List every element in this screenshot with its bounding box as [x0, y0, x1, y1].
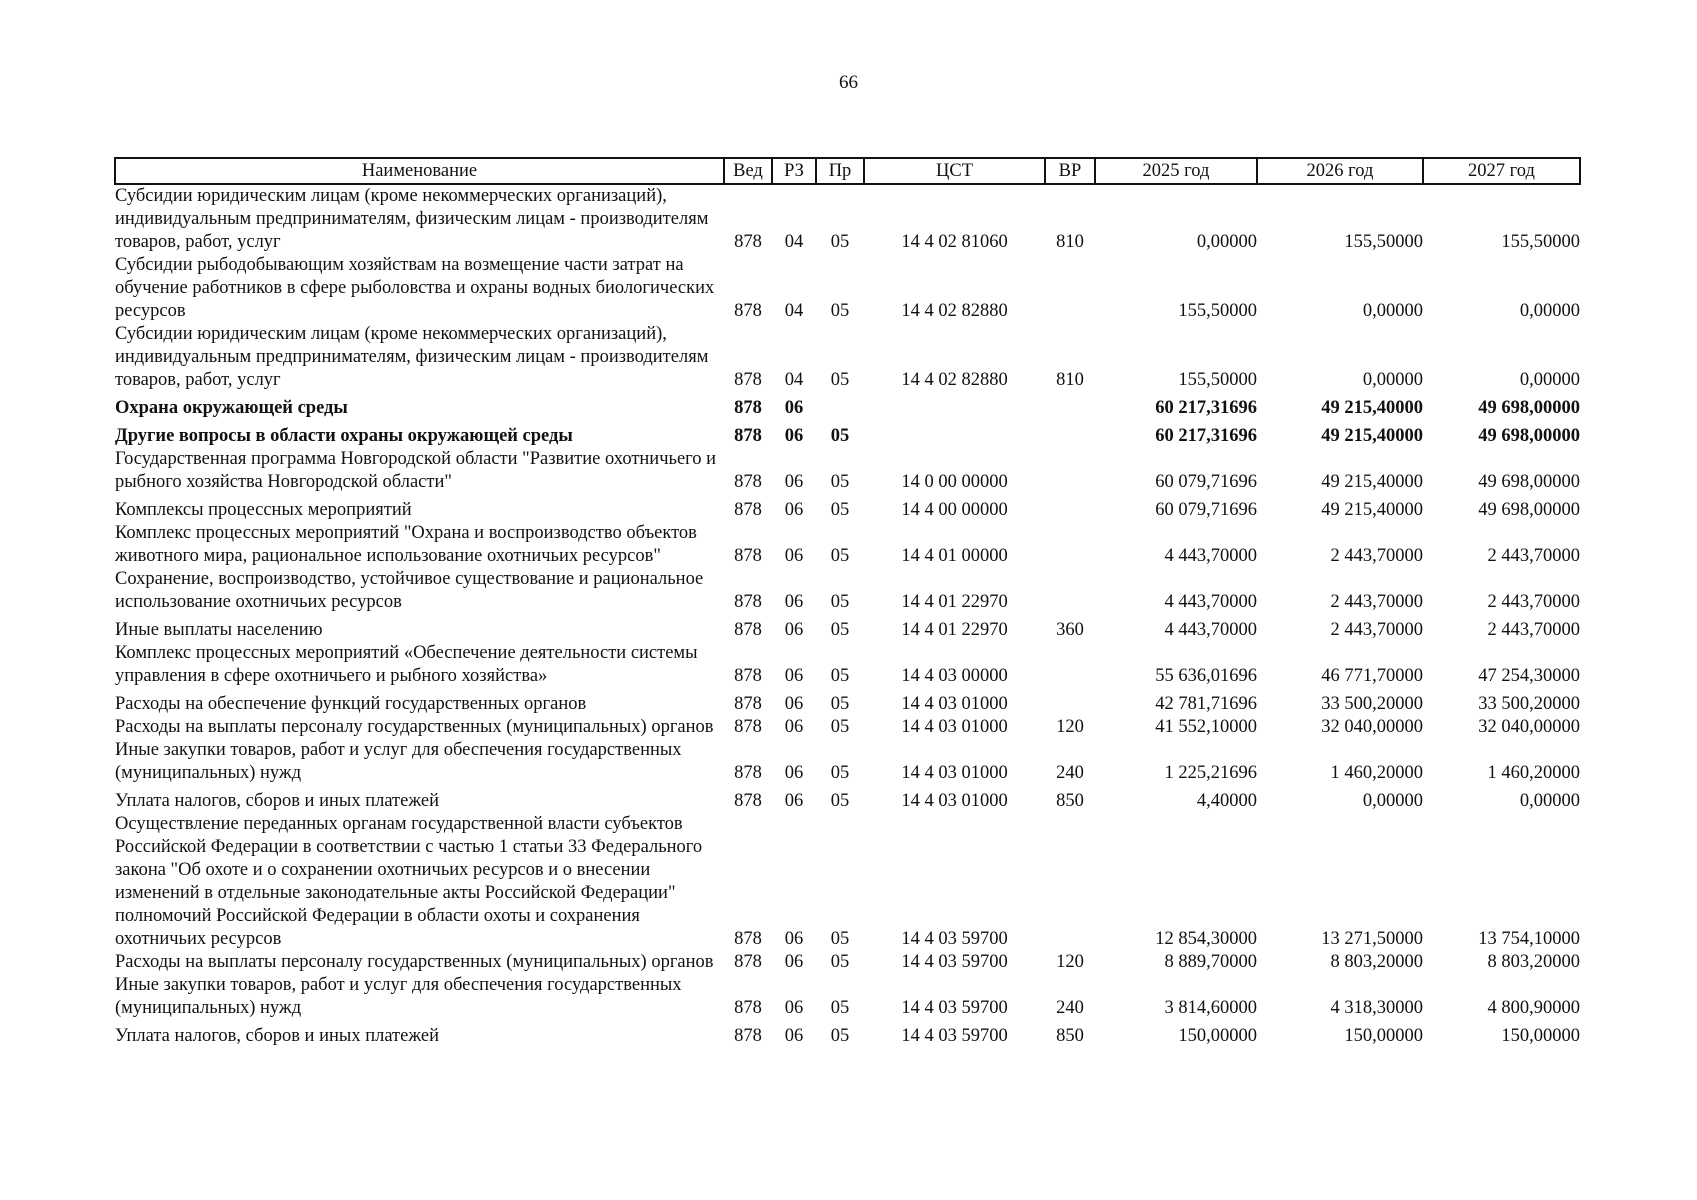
row-cst: 14 4 02 82880 — [901, 301, 1008, 321]
row-cst: 14 0 00 00000 — [901, 472, 1008, 492]
row-vr — [1045, 494, 1095, 522]
row-pr: 05 — [830, 472, 850, 492]
row-vr: 850 — [1056, 1026, 1084, 1046]
row-rz: 06 — [784, 592, 804, 612]
row-value-2027: 0,00000 — [1519, 370, 1580, 390]
header-2025: 2025 год — [1095, 158, 1257, 184]
row-ved: 878 — [734, 998, 762, 1018]
row-value-2027: 150,00000 — [1501, 1026, 1580, 1046]
row-cst: 14 4 03 01000 — [901, 791, 1008, 811]
row-vr — [1045, 254, 1095, 323]
table-row — [115, 642, 1580, 688]
row-value-2025: 150,00000 — [1178, 1026, 1257, 1046]
row-vr: 360 — [1056, 620, 1084, 640]
row-rz: 06 — [784, 952, 804, 972]
table-row — [115, 568, 1580, 614]
row-name: Сохранение, воспроизводство, устойчивое существование и рациональное использование охотничьих ресурсов — [115, 569, 704, 612]
table-row — [115, 420, 1580, 448]
row-value-2025: 42 781,71696 — [1155, 694, 1257, 714]
row-pr: 05 — [830, 620, 850, 640]
row-ved: 878 — [734, 929, 762, 949]
row-cst: 14 4 03 01000 — [901, 763, 1008, 783]
row-pr: 05 — [830, 763, 850, 783]
row-ved: 878 — [734, 952, 762, 972]
row-value-2025: 8 889,70000 — [1164, 952, 1257, 972]
header-rz: РЗ — [772, 158, 816, 184]
header-ved: Вед — [724, 158, 772, 184]
row-value-2027: 155,50000 — [1501, 232, 1580, 252]
row-pr: 05 — [830, 1026, 850, 1046]
row-ved: 878 — [734, 763, 762, 783]
row-name: Государственная программа Новгородской области "Развитие охотничьего и рыбного хозяйства Новгородской области" — [115, 449, 717, 492]
row-value-2025: 1 225,21696 — [1164, 763, 1257, 783]
row-value-2026: 49 215,40000 — [1321, 500, 1423, 520]
row-name: Комплекс процессных мероприятий "Охрана и воспроизводство объектов животного мира, рациональное использование охотничьих ресурсов" — [115, 523, 697, 566]
table-row — [115, 716, 1580, 739]
table-row — [115, 448, 1580, 494]
row-value-2027: 49 698,00000 — [1478, 472, 1580, 492]
row-cst: 14 4 03 01000 — [901, 694, 1008, 714]
row-value-2025: 55 636,01696 — [1155, 666, 1257, 686]
row-name: Комплексы процессных мероприятий — [115, 500, 412, 520]
row-ved: 878 — [734, 717, 762, 737]
row-rz: 06 — [784, 929, 804, 949]
row-value-2026: 2 443,70000 — [1330, 546, 1423, 566]
row-rz: 06 — [784, 500, 804, 520]
row-cst: 14 4 02 81060 — [901, 232, 1008, 252]
row-value-2027: 1 460,20000 — [1487, 763, 1580, 783]
row-cst: 14 4 03 59700 — [901, 998, 1008, 1018]
row-value-2027: 8 803,20000 — [1487, 952, 1580, 972]
row-ved: 878 — [734, 694, 762, 714]
row-rz: 06 — [784, 1026, 804, 1046]
table-row — [115, 494, 1580, 522]
row-vr — [1045, 522, 1095, 568]
row-value-2027: 32 040,00000 — [1478, 717, 1580, 737]
row-vr — [1045, 392, 1095, 420]
row-vr — [1045, 642, 1095, 688]
row-pr: 05 — [830, 500, 850, 520]
row-value-2025: 4 443,70000 — [1164, 546, 1257, 566]
table-row — [115, 739, 1580, 785]
header-name: Наименование — [115, 158, 724, 184]
table-row — [115, 951, 1580, 974]
row-vr: 120 — [1056, 952, 1084, 972]
table-body — [115, 184, 1580, 1048]
row-value-2027: 0,00000 — [1519, 791, 1580, 811]
row-value-2026: 0,00000 — [1362, 301, 1423, 321]
row-value-2025: 4,40000 — [1196, 791, 1257, 811]
row-value-2025: 3 814,60000 — [1164, 998, 1257, 1018]
row-cst: 14 4 01 22970 — [901, 620, 1008, 640]
header-pr: Пр — [816, 158, 864, 184]
row-value-2027: 47 254,30000 — [1478, 666, 1580, 686]
row-rz: 06 — [784, 791, 804, 811]
row-name: Охрана окружающей среды — [115, 398, 348, 418]
row-rz: 06 — [784, 694, 804, 714]
row-value-2025: 4 443,70000 — [1164, 620, 1257, 640]
row-name: Уплата налогов, сборов и иных платежей — [115, 1026, 440, 1046]
row-value-2027: 2 443,70000 — [1487, 620, 1580, 640]
row-value-2027: 49 698,00000 — [1478, 398, 1580, 418]
header-2027: 2027 год — [1423, 158, 1580, 184]
row-pr: 05 — [830, 717, 850, 737]
row-ved: 878 — [734, 620, 762, 640]
row-value-2025: 155,50000 — [1178, 370, 1257, 390]
row-pr: 05 — [830, 426, 850, 446]
table-row — [115, 522, 1580, 568]
row-rz: 04 — [784, 301, 804, 321]
row-value-2027: 0,00000 — [1519, 301, 1580, 321]
row-cst: 14 4 01 00000 — [901, 546, 1008, 566]
row-name: Иные выплаты населению — [115, 620, 323, 640]
row-pr: 05 — [830, 694, 850, 714]
row-pr: 05 — [830, 952, 850, 972]
table-row — [115, 974, 1580, 1020]
header-vr: ВР — [1045, 158, 1095, 184]
page-number: 66 — [839, 72, 858, 93]
row-rz: 06 — [784, 620, 804, 640]
row-value-2025: 41 552,10000 — [1155, 717, 1257, 737]
row-name: Иные закупки товаров, работ и услуг для обеспечения государственных (муниципальных) нужд — [115, 740, 682, 783]
row-name: Другие вопросы в области охраны окружающей среды — [115, 426, 573, 446]
row-value-2026: 33 500,20000 — [1321, 694, 1423, 714]
row-pr: 05 — [830, 370, 850, 390]
row-vr: 850 — [1056, 791, 1084, 811]
row-value-2026: 150,00000 — [1344, 1026, 1423, 1046]
row-value-2026: 49 215,40000 — [1321, 398, 1423, 418]
row-value-2025: 60 079,71696 — [1155, 472, 1257, 492]
table-row — [115, 688, 1580, 716]
row-rz: 06 — [784, 998, 804, 1018]
row-rz: 06 — [784, 717, 804, 737]
row-rz: 04 — [784, 232, 804, 252]
table-row — [115, 254, 1580, 323]
table-row — [115, 392, 1580, 420]
row-ved: 878 — [734, 592, 762, 612]
row-ved: 878 — [734, 301, 762, 321]
budget-table — [114, 157, 1581, 1048]
row-pr: 05 — [830, 592, 850, 612]
row-ved: 878 — [734, 398, 762, 418]
row-pr: 05 — [830, 998, 850, 1018]
row-name: Субсидии рыбодобывающим хозяйствам на возмещение части затрат на обучение работников в сфере рыболовства и охраны водных биологических ресурсов — [115, 255, 715, 321]
row-ved: 878 — [734, 232, 762, 252]
row-value-2026: 0,00000 — [1362, 791, 1423, 811]
row-vr — [1045, 813, 1095, 951]
row-rz: 06 — [784, 763, 804, 783]
row-value-2026: 49 215,40000 — [1321, 472, 1423, 492]
row-cst: 14 4 03 59700 — [901, 929, 1008, 949]
table-row — [115, 614, 1580, 642]
row-value-2027: 13 754,10000 — [1478, 929, 1580, 949]
row-name: Расходы на выплаты персоналу государственных (муниципальных) органов — [115, 717, 714, 737]
row-vr — [1045, 568, 1095, 614]
table-header-row — [115, 158, 1580, 184]
row-vr: 120 — [1056, 717, 1084, 737]
row-value-2027: 2 443,70000 — [1487, 592, 1580, 612]
row-value-2026: 49 215,40000 — [1321, 426, 1423, 446]
row-ved: 878 — [734, 500, 762, 520]
row-ved: 878 — [734, 370, 762, 390]
row-pr: 05 — [830, 301, 850, 321]
row-name: Расходы на обеспечение функций государственных органов — [115, 694, 587, 714]
row-rz: 06 — [784, 666, 804, 686]
row-pr — [816, 392, 864, 420]
row-pr: 05 — [830, 232, 850, 252]
table-row — [115, 785, 1580, 813]
row-cst — [864, 392, 1045, 420]
row-rz: 06 — [784, 398, 804, 418]
row-value-2026: 13 271,50000 — [1321, 929, 1423, 949]
row-value-2026: 46 771,70000 — [1321, 666, 1423, 686]
row-value-2025: 0,00000 — [1196, 232, 1257, 252]
row-value-2025: 60 217,31696 — [1155, 426, 1257, 446]
row-value-2026: 8 803,20000 — [1330, 952, 1423, 972]
row-name: Комплекс процессных мероприятий «Обеспечение деятельности системы управления в сфере охотничьего и рыбного хозяйства» — [115, 643, 698, 686]
table-row — [115, 1020, 1580, 1048]
table-row — [115, 184, 1580, 254]
row-vr — [1045, 688, 1095, 716]
row-cst: 14 4 02 82880 — [901, 370, 1008, 390]
row-rz: 04 — [784, 370, 804, 390]
row-value-2027: 2 443,70000 — [1487, 546, 1580, 566]
header-2026: 2026 год — [1257, 158, 1423, 184]
row-vr: 810 — [1056, 232, 1084, 252]
row-value-2026: 2 443,70000 — [1330, 620, 1423, 640]
row-name: Уплата налогов, сборов и иных платежей — [115, 791, 440, 811]
row-rz: 06 — [784, 472, 804, 492]
row-cst: 14 4 01 22970 — [901, 592, 1008, 612]
row-pr: 05 — [830, 929, 850, 949]
row-ved: 878 — [734, 791, 762, 811]
row-name: Осуществление переданных органам государственной власти субъектов Российской Федерации в соответствии с частью 1 статьи 33 Федерального закона "Об охоте и о сохранении охотничьих ресурсов и о внесении изменений в отдельные законодательные акты Российской Федерации" полномочий Российской Федерации в области охоты и сохранения охотничьих ресурсов — [115, 814, 703, 949]
row-value-2026: 155,50000 — [1344, 232, 1423, 252]
header-cst: ЦСТ — [864, 158, 1045, 184]
row-vr — [1045, 420, 1095, 448]
row-rz: 06 — [784, 546, 804, 566]
row-vr: 810 — [1056, 370, 1084, 390]
row-value-2026: 1 460,20000 — [1330, 763, 1423, 783]
row-ved: 878 — [734, 472, 762, 492]
row-pr: 05 — [830, 546, 850, 566]
row-pr: 05 — [830, 791, 850, 811]
row-ved: 878 — [734, 1026, 762, 1046]
row-pr: 05 — [830, 666, 850, 686]
row-cst: 14 4 00 00000 — [901, 500, 1008, 520]
row-name: Иные закупки товаров, работ и услуг для обеспечения государственных (муниципальных) нужд — [115, 975, 682, 1018]
row-vr: 240 — [1056, 763, 1084, 783]
row-value-2025: 155,50000 — [1178, 301, 1257, 321]
row-ved: 878 — [734, 546, 762, 566]
row-ved: 878 — [734, 666, 762, 686]
row-name: Субсидии юридическим лицам (кроме некоммерческих организаций), индивидуальным предпринимателям, физическим лицам - производителям товаров, работ, услуг — [115, 186, 709, 252]
row-name: Субсидии юридическим лицам (кроме некоммерческих организаций), индивидуальным предпринимателям, физическим лицам - производителям товаров, работ, услуг — [115, 324, 709, 390]
row-value-2025: 4 443,70000 — [1164, 592, 1257, 612]
row-value-2026: 32 040,00000 — [1321, 717, 1423, 737]
row-rz: 06 — [784, 426, 804, 446]
row-cst: 14 4 03 00000 — [901, 666, 1008, 686]
row-cst: 14 4 03 59700 — [901, 952, 1008, 972]
row-value-2027: 33 500,20000 — [1478, 694, 1580, 714]
row-cst: 14 4 03 59700 — [901, 1026, 1008, 1046]
row-ved: 878 — [734, 426, 762, 446]
row-value-2026: 4 318,30000 — [1330, 998, 1423, 1018]
table-row — [115, 323, 1580, 392]
row-value-2027: 49 698,00000 — [1478, 500, 1580, 520]
row-value-2026: 2 443,70000 — [1330, 592, 1423, 612]
row-value-2025: 12 854,30000 — [1155, 929, 1257, 949]
row-vr: 240 — [1056, 998, 1084, 1018]
row-value-2026: 0,00000 — [1362, 370, 1423, 390]
row-cst — [864, 420, 1045, 448]
table-row — [115, 813, 1580, 951]
row-value-2025: 60 079,71696 — [1155, 500, 1257, 520]
row-cst: 14 4 03 01000 — [901, 717, 1008, 737]
row-value-2027: 49 698,00000 — [1478, 426, 1580, 446]
row-vr — [1045, 448, 1095, 494]
row-value-2027: 4 800,90000 — [1487, 998, 1580, 1018]
row-value-2025: 60 217,31696 — [1155, 398, 1257, 418]
row-name: Расходы на выплаты персоналу государственных (муниципальных) органов — [115, 952, 714, 972]
